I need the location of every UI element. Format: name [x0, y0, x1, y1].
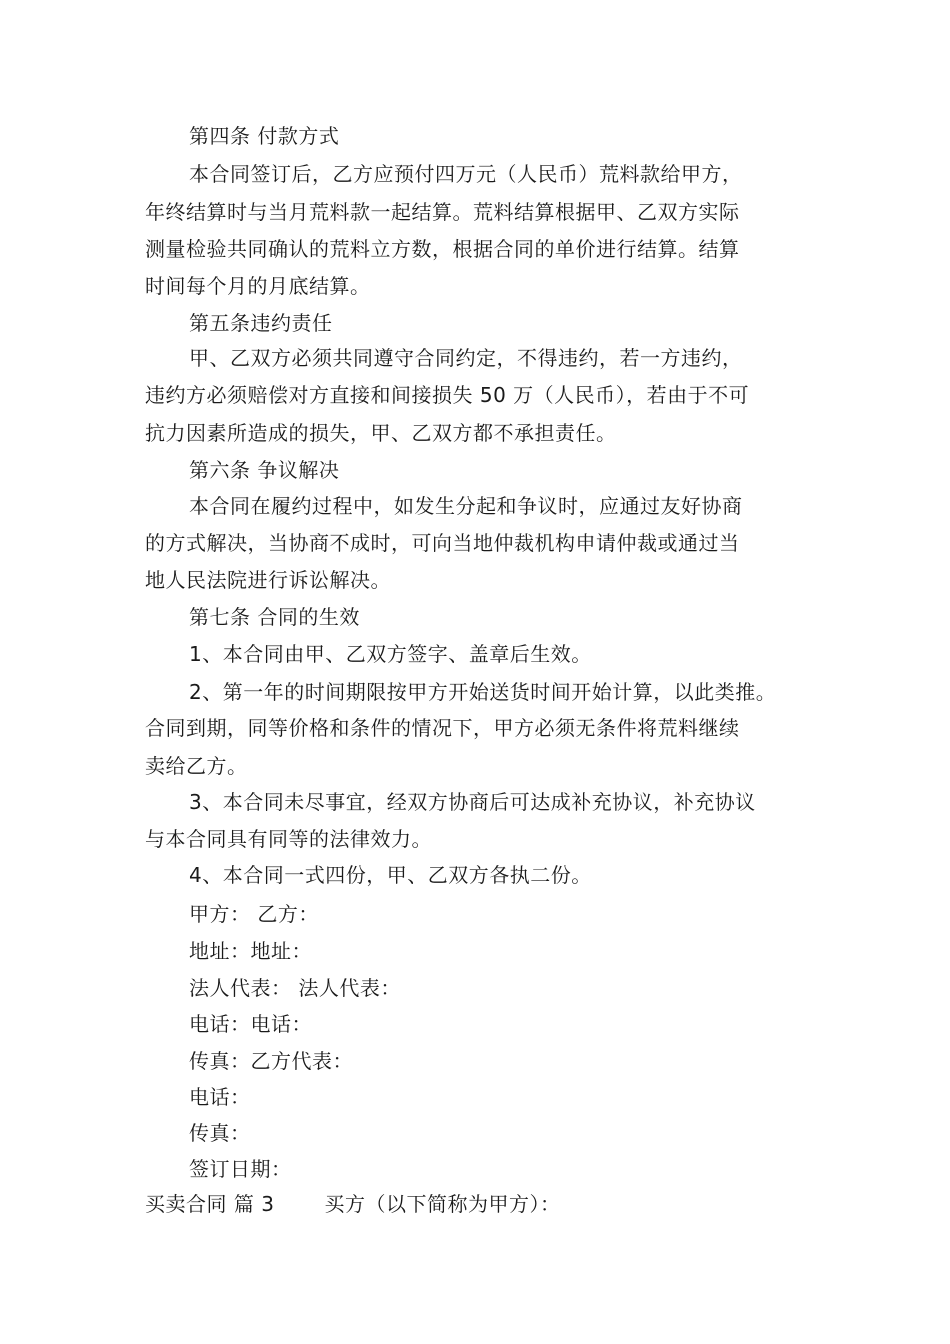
next-section-line	[145, 1192, 560, 1216]
article-7-item-2-line: 合同到期，同等价格和条件的情况下，甲方必须无条件将荒料继续	[145, 716, 740, 740]
article-7-item-3-line: 与本合同具有同等的法律效力。	[145, 827, 432, 851]
next-section-first-line: 买方（以下简称为甲方）：	[324, 1192, 561, 1216]
article-6-paragraph-line: 的方式解决，当协商不成时，可向当地仲裁机构申请仲裁或通过当	[145, 531, 740, 555]
signature-line: 甲方： 乙方：	[189, 902, 319, 926]
article-6-heading: 第六条 争议解决	[189, 458, 340, 482]
signature-date-line: 签订日期：	[189, 1157, 292, 1181]
article-4-paragraph-line: 时间每个月的月底结算。	[145, 274, 371, 298]
signature-line: 电话：	[189, 1085, 251, 1109]
article-6-paragraph-line: 地人民法院进行诉讼解决。	[145, 568, 391, 592]
next-section-title: 买卖合同 篇 3	[145, 1192, 275, 1216]
article-7-heading: 第七条 合同的生效	[189, 605, 360, 629]
article-4-paragraph-line: 年终结算时与当月荒料款一起结算。荒料结算根据甲、乙双方实际	[145, 200, 740, 224]
article-5-paragraph-line: 违约方必须赔偿对方直接和间接损失 50 万（人民币），若由于不可	[145, 383, 750, 407]
article-4-paragraph-line: 本合同签订后，乙方应预付四万元（人民币）荒料款给甲方，	[189, 162, 743, 186]
article-4-paragraph-line: 测量检验共同确认的荒料立方数，根据合同的单价进行结算。结算	[145, 237, 740, 261]
article-7-item-2-line: 2、第一年的时间期限按甲方开始送货时间开始计算，以此类推。	[189, 680, 777, 704]
article-7-item-1: 1、本合同由甲、乙双方签字、盖章后生效。	[189, 642, 592, 666]
signature-line: 电话：电话：	[189, 1012, 312, 1036]
signature-line: 法人代表： 法人代表：	[189, 976, 401, 1000]
article-7-item-4: 4、本合同一式四份，甲、乙双方各执二份。	[189, 863, 592, 887]
article-5-paragraph-line: 抗力因素所造成的损失，甲、乙双方都不承担责任。	[145, 421, 617, 445]
signature-line: 地址：地址：	[189, 939, 312, 963]
article-4-heading: 第四条 付款方式	[189, 124, 340, 148]
signature-line: 传真：	[189, 1121, 251, 1145]
article-5-paragraph-line: 甲、乙双方必须共同遵守合同约定，不得违约，若一方违约，	[189, 346, 743, 370]
signature-line: 传真：乙方代表：	[189, 1049, 353, 1073]
article-7-item-3-line: 3、本合同未尽事宜，经双方协商后可达成补充协议，补充协议	[189, 790, 756, 814]
article-7-item-2-line: 卖给乙方。	[145, 754, 248, 778]
article-5-heading: 第五条违约责任	[189, 311, 333, 335]
article-6-paragraph-line: 本合同在履约过程中，如发生分起和争议时，应通过友好协商	[189, 494, 743, 518]
